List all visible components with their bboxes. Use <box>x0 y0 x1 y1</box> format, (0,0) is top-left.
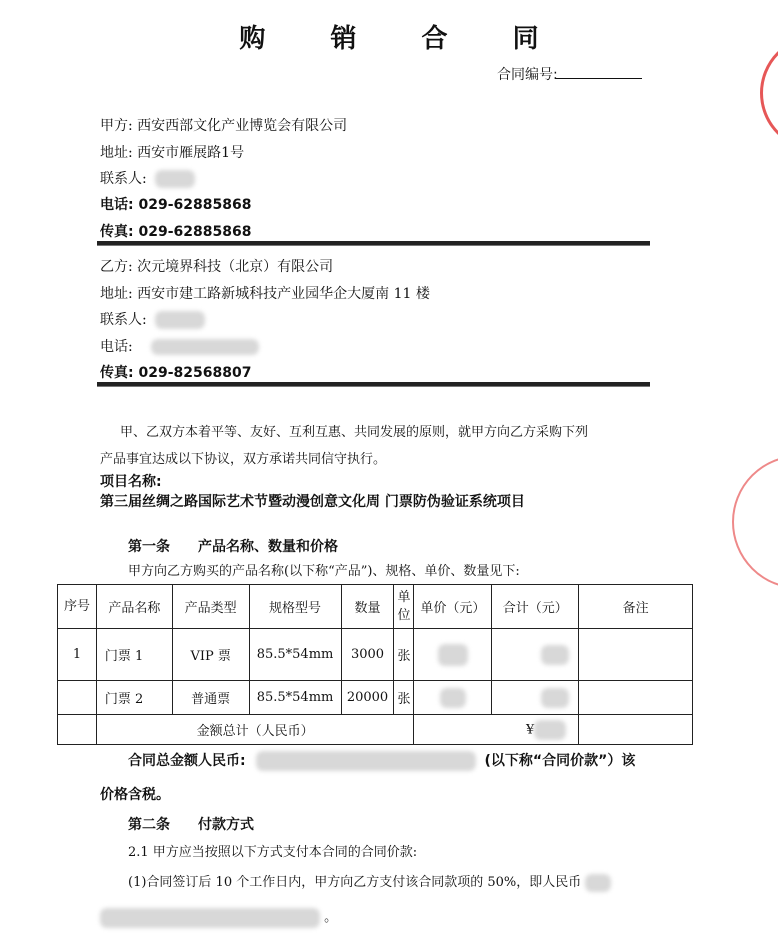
divider-line <box>97 382 650 387</box>
row-subtotal <box>492 629 579 681</box>
party-b-name: 乙方: 次元境界科技（北京）有限公司 <box>100 259 334 275</box>
row-no: 1 <box>58 629 97 681</box>
redacted-price <box>438 644 468 666</box>
redacted-contact <box>155 170 195 188</box>
total-label: 金额总计（人民币） <box>96 715 414 745</box>
header-cell: 合计（元） <box>492 585 579 629</box>
party-b-contact <box>100 309 205 329</box>
header-cell: 产品名称 <box>96 585 172 629</box>
contract-number-label: 合同编号: <box>497 67 558 83</box>
row-remark <box>579 629 693 681</box>
article-2-1-1 <box>128 871 611 895</box>
row-price <box>414 629 492 681</box>
party-a-phone: 电话: 029-62885868 <box>100 197 252 213</box>
party-b-contact-label: 联系人: <box>100 312 147 328</box>
header-cell: 单位 <box>394 585 414 629</box>
header-cell: 规格型号 <box>249 585 341 629</box>
amount-continuation <box>100 906 337 930</box>
contract-title: 购 销 合 同 <box>239 24 567 54</box>
currency-symbol: ¥ <box>525 722 535 737</box>
article-1-text: 甲方向乙方购买的产品名称(以下称“产品”)、规格、单价、数量见下: <box>128 564 520 579</box>
row-qty: 20000 <box>341 681 394 715</box>
header-cell: 数量 <box>341 585 394 629</box>
redacted-subtotal <box>541 645 569 665</box>
row-unit: 张 <box>394 681 414 715</box>
table-row <box>58 681 693 715</box>
row-spec: 85.5*54mm <box>249 681 341 715</box>
table-header-row <box>58 585 693 629</box>
redacted-total <box>534 720 566 740</box>
price-incl-tax: 价格含税。 <box>100 787 170 803</box>
total-amount-label: 合同总金额人民币: <box>128 753 246 769</box>
row-unit: 张 <box>394 629 414 681</box>
total-value <box>414 715 579 745</box>
product-table <box>57 584 693 745</box>
article-1-title: 第一条 产品名称、数量和价格 <box>128 539 338 555</box>
row-price <box>414 681 492 715</box>
redacted-amount <box>256 751 476 771</box>
project-label: 项目名称: <box>100 474 162 490</box>
intro-line-2: 产品事宜达成以下协议，双方承诺共同信守执行。 <box>100 452 387 467</box>
row-type: VIP 票 <box>172 629 249 681</box>
header-cell: 产品类型 <box>172 585 249 629</box>
project-name: 第三届丝绸之路国际艺术节暨动漫创意文化周 门票防伪验证系统项目 <box>100 494 525 510</box>
row-type: 普通票 <box>172 681 249 715</box>
party-b-phone-label: 电话: <box>100 339 133 355</box>
party-a-contact <box>100 168 195 188</box>
header-cell: 单价（元） <box>414 585 492 629</box>
row-spec: 85.5*54mm <box>249 629 341 681</box>
article-2-1-1-text: (1)合同签订后 10 个工作日内，甲方向乙方支付该合同款项的 50%，即人民币 <box>128 875 582 890</box>
party-b-fax: 传真: 029-82568807 <box>100 365 252 381</box>
company-seal-stamp <box>732 455 778 589</box>
row-remark <box>579 681 693 715</box>
redacted-price <box>440 688 466 708</box>
total-amount-line <box>128 750 635 771</box>
intro-line-1: 甲、乙双方本着平等、友好、互利互惠、共同发展的原则，就甲方向乙方采购下列 <box>120 425 589 440</box>
redacted-subtotal <box>541 688 569 708</box>
article-2-1: 2.1 甲方应当按照以下方式支付本合同的合同价款: <box>128 845 418 860</box>
redacted-amount <box>585 874 611 892</box>
period-mark: 。 <box>324 910 338 925</box>
row-name: 门票 2 <box>96 681 172 715</box>
party-a-name: 甲方: 西安西部文化产业博览会有限公司 <box>100 118 348 134</box>
article-2-title: 第二条 付款方式 <box>128 817 254 833</box>
row-qty: 3000 <box>341 629 394 681</box>
redacted-contact <box>155 311 205 329</box>
table-total-row <box>58 715 693 745</box>
row-no <box>58 681 97 715</box>
header-cell: 备注 <box>579 585 693 629</box>
row-subtotal <box>492 681 579 715</box>
party-b-phone <box>100 336 259 356</box>
party-a-fax: 传真: 029-62885868 <box>100 224 252 240</box>
table-row <box>58 629 693 681</box>
party-a-contact-label: 联系人: <box>100 171 147 187</box>
divider-line <box>97 241 650 246</box>
redacted-amount <box>100 908 320 928</box>
header-cell: 序号 <box>58 585 97 629</box>
contract-number-blank <box>556 78 642 79</box>
row-name: 门票 1 <box>96 629 172 681</box>
party-a-address: 地址: 西安市雁展路1号 <box>100 145 245 161</box>
redacted-phone <box>151 339 259 355</box>
party-b-address: 地址: 西安市建工路新城科技产业园华企大厦南 11 楼 <box>100 286 430 302</box>
total-amount-suffix: (以下称“合同价款”）该 <box>484 753 636 769</box>
